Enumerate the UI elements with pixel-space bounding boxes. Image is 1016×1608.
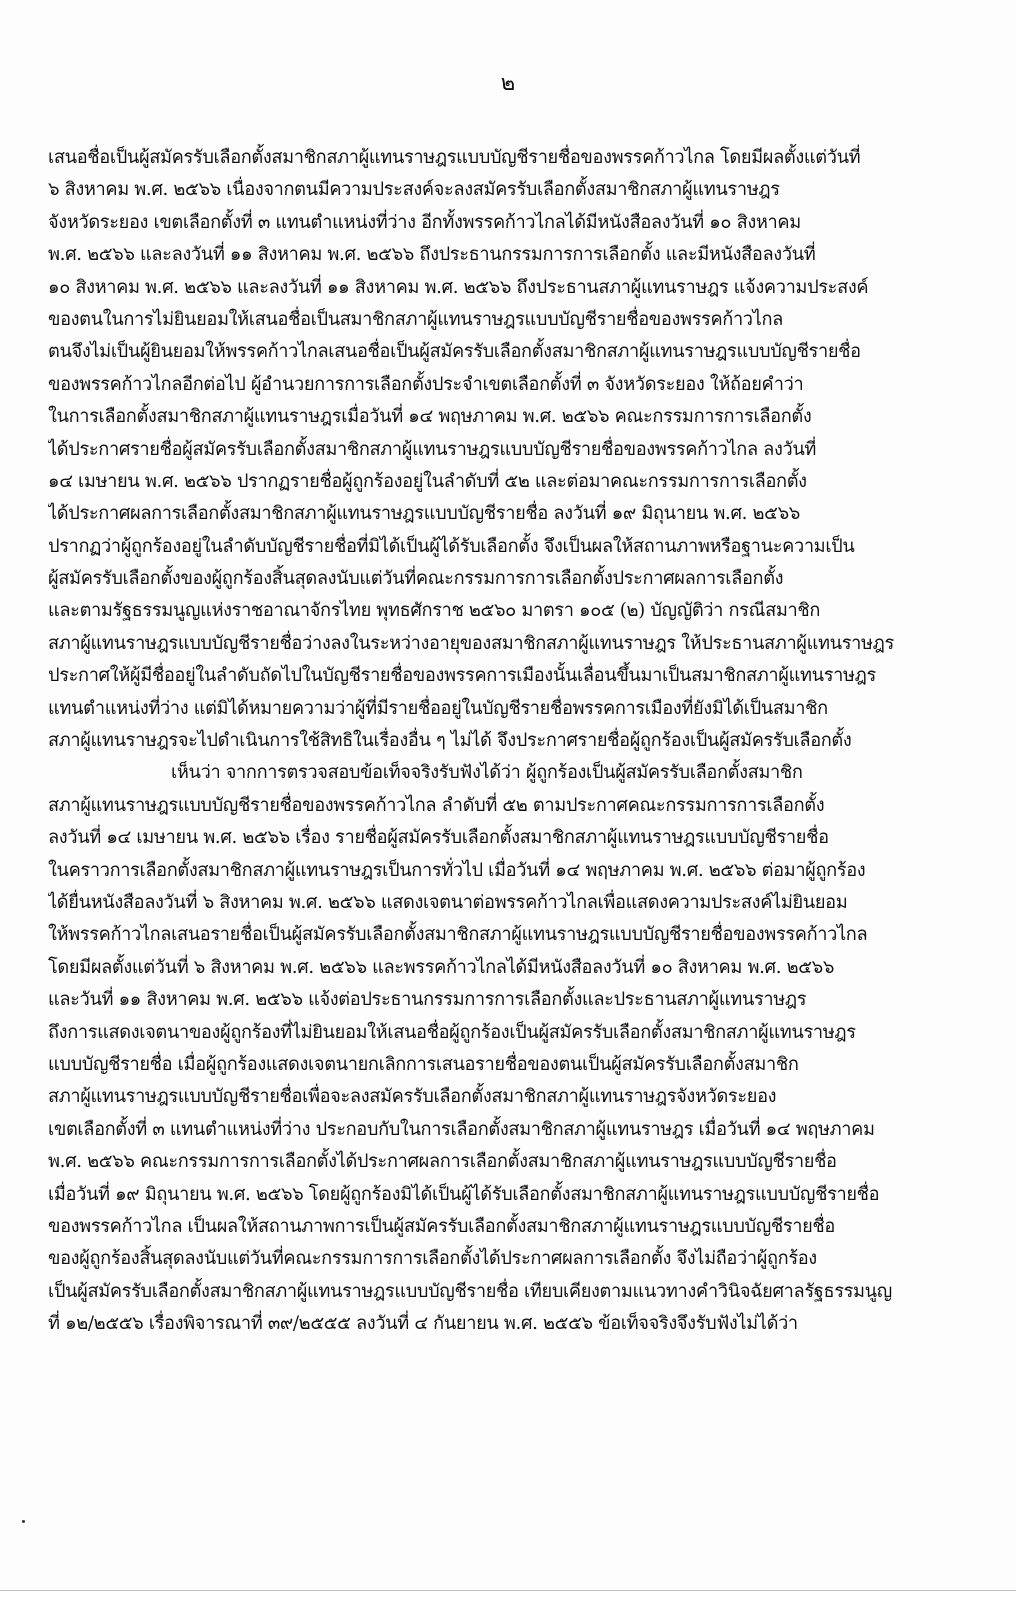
text-line: ให้พรรคก้าวไกลเสนอรายชื่อเป็นผู้สมัครรับเลือกตั้งสมาชิกสภาผู้แทนราษฎรแบบบัญชีรายชื่อของพรรคก้าวไกล bbox=[48, 924, 868, 946]
text-line: ของผู้ถูกร้องสิ้นสุดลงนับแต่วันที่คณะกรรมการการเลือกตั้งได้ประกาศผลการเลือกตั้ง จึงไม่ถือว่าผู้ถูกร้อง bbox=[48, 1248, 817, 1270]
text-line: แทนตำแหน่งที่ว่าง แต่มิได้หมายความว่าผู้ที่มีรายชื่ออยู่ในบัญชีรายชื่อพรรคการเมืองที่ยังมิได้เป็นสมาชิก bbox=[48, 697, 828, 719]
text-line: ที่ ๑๒/๒๕๕๖ เรื่องพิจารณาที่ ๓๙/๒๕๕๕ ลงวันที่ ๔ กันยายน พ.ศ. ๒๕๕๖ ข้อเท็จจริงจึงรับฟังไม่ได้ว่า bbox=[48, 1313, 798, 1335]
text-line: สภาผู้แทนราษฎรแบบบัญชีรายชื่อของพรรคก้าวไกล ลำดับที่ ๕๒ ตามประกาศคณะกรรมการการเลือกตั้ง bbox=[48, 794, 825, 816]
text-line: สภาผู้แทนราษฎรแบบบัญชีรายชื่อว่างลงในระหว่างอายุของสมาชิกสภาผู้แทนราษฎร ให้ประธานสภาผู้แทนราษฎร bbox=[48, 632, 894, 654]
text-line: สภาผู้แทนราษฎรแบบบัญชีรายชื่อเพื่อจะลงสมัครรับเลือกตั้งสมาชิกสภาผู้แทนราษฎรจังหวัดระยอง bbox=[48, 1086, 777, 1108]
text-line: ได้ประกาศผลการเลือกตั้งสมาชิกสภาผู้แทนราษฎรแบบบัญชีรายชื่อ ลงวันที่ ๑๙ มิถุนายน พ.ศ. ๒๕๖๖ bbox=[48, 503, 800, 525]
text-line: โดยมีผลตั้งแต่วันที่ ๖ สิงหาคม พ.ศ. ๒๕๖๖ และพรรคก้าวไกลได้มีหนังสือลงวันที่ ๑๐ สิงหาคม พ.ศ. ๒๕๖๖ bbox=[48, 956, 835, 978]
text-line: ๑๔ เมษายน พ.ศ. ๒๕๖๖ ปรากฏรายชื่อผู้ถูกร้องอยู่ในลำดับที่ ๕๒ และต่อมาคณะกรรมการการเลือกตั้ง bbox=[48, 470, 807, 492]
text-line: ได้ประกาศรายชื่อผู้สมัครรับเลือกตั้งสมาชิกสภาผู้แทนราษฎรแบบบัญชีรายชื่อของพรรคก้าวไกล ลงวันที่ bbox=[48, 438, 817, 460]
text-line: เป็นผู้สมัครรับเลือกตั้งสมาชิกสภาผู้แทนราษฎรแบบบัญชีรายชื่อ เทียบเคียงตามแนวทางคำวินิจฉัยศาลรัฐธรรมนูญ bbox=[48, 1280, 892, 1302]
text-line: ในคราวการเลือกตั้งสมาชิกสภาผู้แทนราษฎรเป็นการทั่วไป เมื่อวันที่ ๑๔ พฤษภาคม พ.ศ. ๒๕๖๖ ต่อมาผู้ถูกร้อง bbox=[48, 859, 866, 881]
text-line: เสนอชื่อเป็นผู้สมัครรับเลือกตั้งสมาชิกสภาผู้แทนราษฎรแบบบัญชีรายชื่อของพรรคก้าวไกล โดยมีผลตั้งแต่วันที่ bbox=[48, 147, 861, 168]
text-line: ของตนในการไม่ยินยอมให้เสนอชื่อเป็นสมาชิกสภาผู้แทนราษฎรแบบบัญชีรายชื่อของพรรคก้าวไกล bbox=[48, 308, 783, 330]
text-line: พ.ศ. ๒๕๖๖ และลงวันที่ ๑๑ สิงหาคม พ.ศ. ๒๕๖๖ ถึงประธานกรรมการการเลือกตั้ง และมีหนังสือลงวันที่ bbox=[48, 244, 816, 266]
text-line: ลงวันที่ ๑๔ เมษายน พ.ศ. ๒๕๖๖ เรื่อง รายชื่อผู้สมัครรับเลือกตั้งสมาชิกสภาผู้แทนราษฎรแบบบัญชีรายชื่อ bbox=[48, 827, 829, 849]
text-line: ๑๐ สิงหาคม พ.ศ. ๒๕๖๖ และลงวันที่ ๑๑ สิงหาคม พ.ศ. ๒๕๖๖ ถึงประธานสภาผู้แทนราษฎร แจ้งความประสงค์ bbox=[48, 276, 869, 298]
text-line: ตนจึงไม่เป็นผู้ยินยอมให้พรรคก้าวไกลเสนอชื่อเป็นผู้สมัครรับเลือกตั้งสมาชิกสภาผู้แทนราษฎรแบบบัญชีรายชื่อ bbox=[48, 341, 861, 363]
scan-speck bbox=[22, 1520, 25, 1523]
text-line: แบบบัญชีรายชื่อ เมื่อผู้ถูกร้องแสดงเจตนายกเลิกการเสนอรายชื่อของตนเป็นผู้สมัครรับเลือกตั้งสมาชิก bbox=[48, 1053, 799, 1075]
document-body bbox=[48, 142, 978, 1340]
text-line: ถึงการแสดงเจตนาของผู้ถูกร้องที่ไม่ยินยอมให้เสนอชื่อผู้ถูกร้องเป็นผู้สมัครรับเลือกตั้งสมาชิกสภาผู้แทนราษฎร bbox=[48, 1021, 856, 1043]
text-line: เมื่อวันที่ ๑๙ มิถุนายน พ.ศ. ๒๕๖๖ โดยผู้ถูกร้องมิได้เป็นผู้ได้รับเลือกตั้งสมาชิกสภาผู้แทนราษฎรแบบบัญชีรายชื่อ bbox=[48, 1183, 880, 1205]
text-line: และตามรัฐธรรมนูญแห่งราชอาณาจักรไทย พุทธศักราช ๒๕๖๐ มาตรา ๑๐๕ (๒) บัญญัติว่า กรณีสมาชิก bbox=[48, 600, 820, 622]
text-line: ปรากฏว่าผู้ถูกร้องอยู่ในลำดับบัญชีรายชื่อที่มิได้เป็นผู้ได้รับเลือกตั้ง จึงเป็นผลให้สถานภาพหรือฐานะความเป็น bbox=[48, 535, 855, 557]
text-line: เขตเลือกตั้งที่ ๓ แทนตำแหน่งที่ว่าง ประกอบกับในการเลือกตั้งสมาชิกสภาผู้แทนราษฎร เมื่อวันที่ ๑๔ พฤษภาคม bbox=[48, 1118, 875, 1140]
text-line: ผู้สมัครรับเลือกตั้งของผู้ถูกร้องสิ้นสุดลงนับแต่วันที่คณะกรรมการการเลือกตั้งประกาศผลการเลือกตั้ง bbox=[48, 568, 784, 590]
text-line: ของพรรคก้าวไกลอีกต่อไป ผู้อำนวยการการเลือกตั้งประจำเขตเลือกตั้งที่ ๓ จังหวัดระยอง ให้ถ้อยคำว่า bbox=[48, 373, 804, 395]
text-line: และวันที่ ๑๑ สิงหาคม พ.ศ. ๒๕๖๖ แจ้งต่อประธานกรรมการการเลือกตั้งและประธานสภาผู้แทนราษฎร bbox=[48, 989, 807, 1011]
page-bottom-edge bbox=[0, 1590, 1016, 1608]
text-line: พ.ศ. ๒๕๖๖ คณะกรรมการการเลือกตั้งได้ประกาศผลการเลือกตั้งสมาชิกสภาผู้แทนราษฎรแบบบัญชีรายชื่อ bbox=[48, 1151, 837, 1173]
text-line: จังหวัดระยอง เขตเลือกตั้งที่ ๓ แทนตำแหน่งที่ว่าง อีกทั้งพรรคก้าวไกลได้มีหนังสือลงวันที่ ๑๐ สิงหาคม bbox=[48, 211, 801, 233]
text-line: ของพรรคก้าวไกล เป็นผลให้สถานภาพการเป็นผู้สมัครรับเลือกตั้งสมาชิกสภาผู้แทนราษฎรแบบบัญชีรายชื่อ bbox=[48, 1215, 836, 1237]
text-line: ได้ยื่นหนังสือลงวันที่ ๖ สิงหาคม พ.ศ. ๒๕๖๖ แสดงเจตนาต่อพรรคก้าวไกลเพื่อแสดงความประสงค์ไม่ยินยอม bbox=[48, 891, 848, 913]
paragraph-start-line: เห็นว่า จากการตรวจสอบข้อเท็จจริงรับฟังได้ว่า ผู้ถูกร้องเป็นผู้สมัครรับเลือกตั้งสมาชิก bbox=[171, 762, 803, 784]
text-line: สภาผู้แทนราษฎรจะไปดำเนินการใช้สิทธิในเรื่องอื่น ๆ ไม่ได้ จึงประกาศรายชื่อผู้ถูกร้องเป็นผู้สมัครรับเลือกตั้ง bbox=[48, 730, 852, 752]
text-line: ประกาศให้ผู้มีชื่ออยู่ในลำดับถัดไปในบัญชีรายชื่อของพรรคการเมืองนั้นเลื่อนขึ้นมาเป็นสมาชิกสภาผู้แทนราษฎร bbox=[48, 665, 876, 687]
text-line: ๖ สิงหาคม พ.ศ. ๒๕๖๖ เนื่องจากตนมีความประสงค์จะลงสมัครรับเลือกตั้งสมาชิกสภาผู้แทนราษฎร bbox=[48, 179, 780, 201]
page-number: ๒ bbox=[500, 71, 516, 96]
text-line: ในการเลือกตั้งสมาชิกสภาผู้แทนราษฎรเมื่อวันที่ ๑๔ พฤษภาคม พ.ศ. ๒๕๖๖ คณะกรรมการการเลือกตั้ง bbox=[48, 406, 812, 428]
